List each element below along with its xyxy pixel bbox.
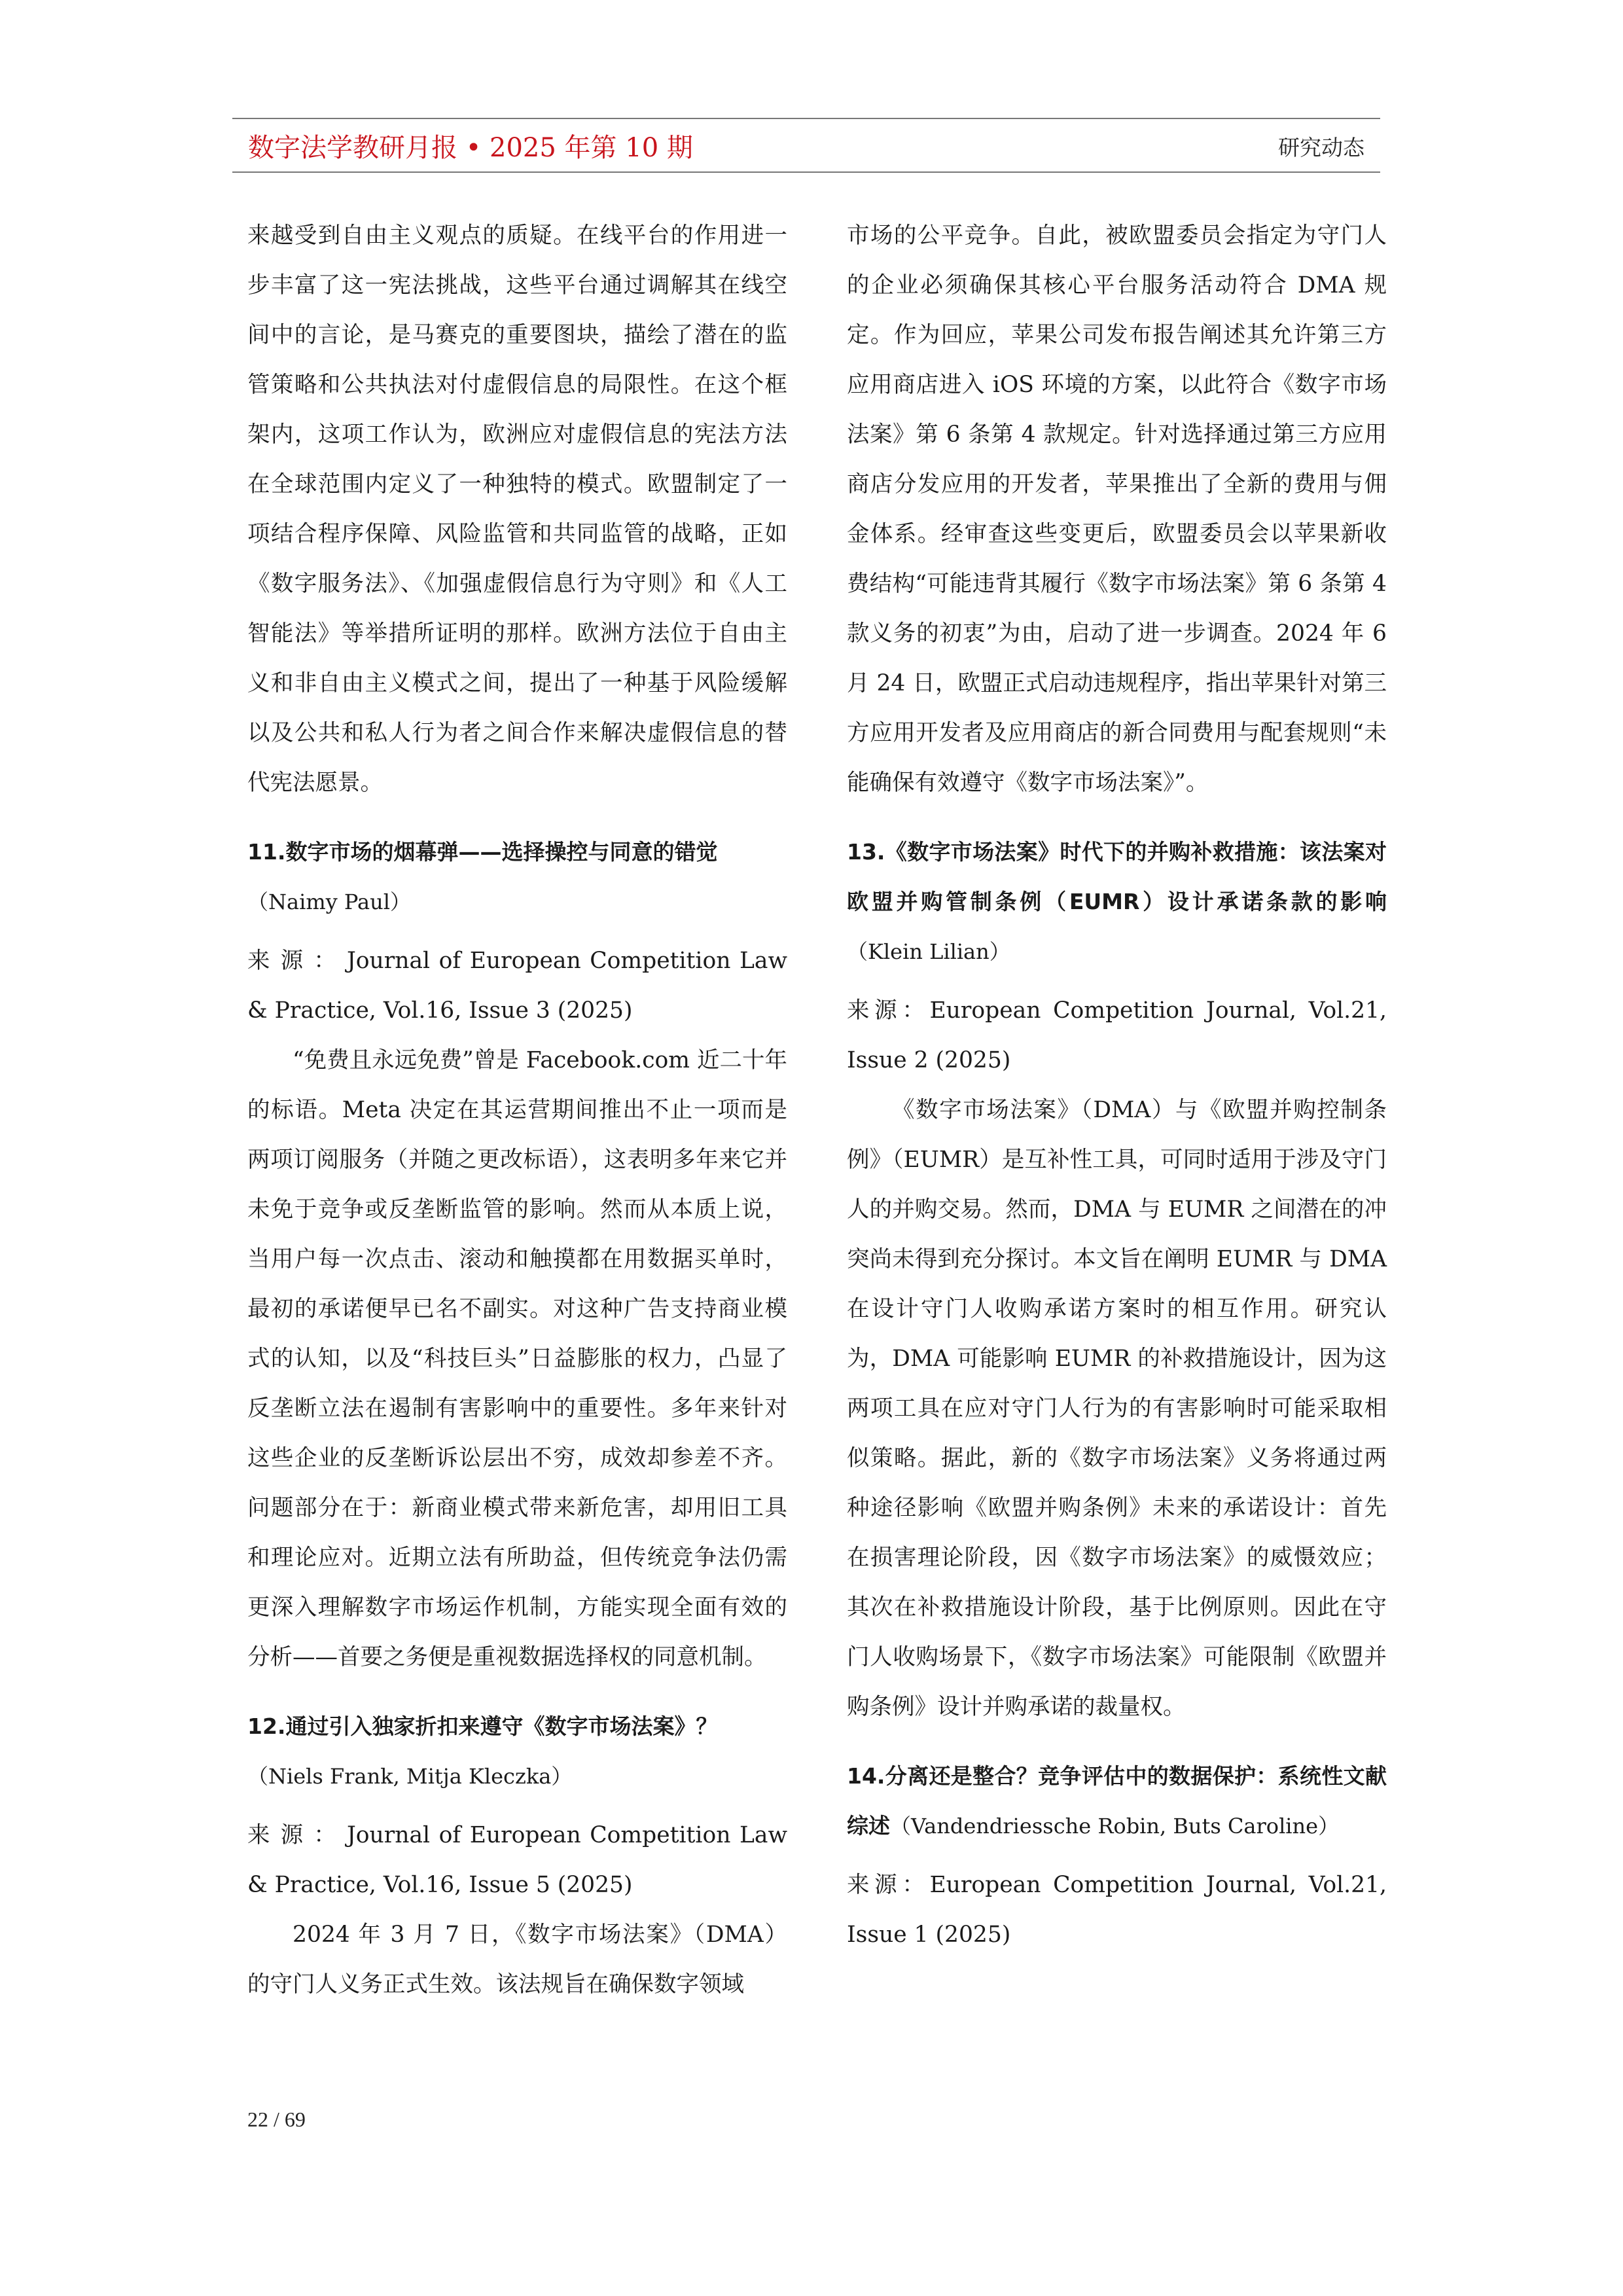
section-label: 研究动态 <box>1278 135 1364 160</box>
item12-authors: （Niels Frank, Mitja Kleczka） <box>247 1764 573 1789</box>
page-number: 22 / 69 <box>247 2108 306 2131</box>
left-column <box>247 211 787 2009</box>
item13-title <box>847 827 1387 977</box>
item12-body-part1: 2024 年 3 月 7 日，《数字市场法案》（DMA）的守门人义务正式生效。该法规旨在确保数字领域 <box>247 1922 787 1998</box>
header-bottom-rule <box>232 171 1380 173</box>
item12-title <box>247 1702 787 1801</box>
item13-title-text: 13.《数字市场法案》时代下的并购补救措施：该法案对欧盟并购管制条例（EUMR）设计承诺条款的影响 <box>847 839 1387 914</box>
item12-body-part2: 市场的公平竞争。自此，被欧盟委员会指定为守门人的企业必须确保其核心平台服务活动符合 DMA 规定。作为回应，苹果公司发布报告阐述其允许第三方应用商店进入 iOS 环境的方案，以此符合《数字市场法案》第 6 条第 4 款规定。针对选择通过第三方应用商店分发应用的开发者，苹果推出了全新的费用与佣金体系。经审查这些变更后，欧盟委员会以苹果新收费结构“可能违背其履行《数字市场法案》第 6 条第 4 款义务的初衷”为由，启动了进一步调查。2024 年 6 月 24 日，欧盟正式启动违规程序，指出苹果针对第三方应用开发者及应用商店的新合同费用与配套规则“未能确保有效遵守《数字市场法案》”。 <box>847 223 1387 796</box>
item13-source: 来源：European Competition Journal, Vol.21, Issue 2 (2025) <box>847 997 1387 1073</box>
item13-body: 《数字市场法案》（DMA）与《欧盟并购控制条例》（EUMR）是互补性工具，可同时适用于涉及守门人的并购交易。然而，DMA 与 EUMR 之间潜在的冲突尚未得到充分探讨。本文旨在阐明 EUMR 与 DMA 在设计守门人收购承诺方案时的相互作用。研究认为，DMA 可能影响 EUMR 的补救措施设计，因为这两项工具在应对守门人行为的有害影响时可能采取相似策略。据此，新的《数字市场法案》义务将通过两种途径影响《欧盟并购条例》未来的承诺设计：首先在损害理论阶段，因《数字市场法案》的威慑效应；其次在补救措施设计阶段，基于比例原则。因此在守门人收购场景下，《数字市场法案》可能限制《欧盟并购条例》设计并购承诺的裁量权。 <box>847 1097 1387 1720</box>
item14-title-text: 14.分离还是整合？竞争评估中的数据保护：系统性文献综述 <box>847 1763 1387 1839</box>
item11-source: 来 源 ： Journal of European Competition Law & Practice, Vol.16, Issue 3 (2025) <box>247 948 787 1024</box>
journal-title: 数字法学教研月报 • 2025 年第 10 期 <box>248 133 693 163</box>
item14-source: 来源：European Competition Journal, Vol.21, Issue 1 (2025) <box>847 1872 1387 1948</box>
header-top-rule <box>232 118 1380 119</box>
item11-title-text: 11.数字市场的烟幕弹——选择操控与同意的错觉 <box>247 839 718 865</box>
item11-body: “免费且永远免费”曾是 Facebook.com 近二十年的标语。Meta 决定在其运营期间推出不止一项而是两项订阅服务（并随之更改标语），这表明多年来它并未免于竞争或反垄断监管的影响。然而从本质上说，当用户每一次点击、滚动和触摸都在用数据买单时，最初的承诺便早已名不副实。对这种广告支持商业模式的认知，以及“科技巨头”日益膨胀的权力，凸显了反垄断立法在遏制有害影响中的重要性。多年来针对这些企业的反垄断诉讼层出不穷，成效却参差不齐。问题部分在于：新商业模式带来新危害，却用旧工具和理论应对。近期立法有所助益，但传统竞争法仍需更深入理解数字市场运作机制，方能实现全面有效的分析——首要之务便是重视数据选择权的同意机制。 <box>247 1047 787 1670</box>
item12-source: 来 源 ： Journal of European Competition Law & Practice, Vol.16, Issue 5 (2025) <box>247 1822 787 1898</box>
item13-authors: （Klein Lilian） <box>847 939 1010 964</box>
item12-title-text: 12.通过引入独家折扣来遵守《数字市场法案》？ <box>247 1713 718 1739</box>
running-header <box>232 118 1380 173</box>
item14-title <box>847 1751 1387 1851</box>
item14-authors: （Vandendriessche Robin, Buts Caroline） <box>890 1814 1340 1839</box>
right-column <box>847 211 1387 1960</box>
item11-title <box>247 827 787 927</box>
item10-body: 来越受到自由主义观点的质疑。在线平台的作用进一步丰富了这一宪法挑战，这些平台通过调解其在线空间中的言论，是马赛克的重要图块，描绘了潜在的监管策略和公共执法对付虚假信息的局限性。在这个框架内，这项工作认为，欧洲应对虚假信息的宪法方法在全球范围内定义了一种独特的模式。欧盟制定了一项结合程序保障、风险监管和共同监管的战略，正如《数字服务法》、《加强虚假信息行为守则》和《人工智能法》等举措所证明的那样。欧洲方法位于自由主义和非自由主义模式之间，提出了一种基于风险缓解以及公共和私人行为者之间合作来解决虚假信息的替代宪法愿景。 <box>247 223 787 796</box>
item11-authors: （Naimy Paul） <box>247 889 411 914</box>
